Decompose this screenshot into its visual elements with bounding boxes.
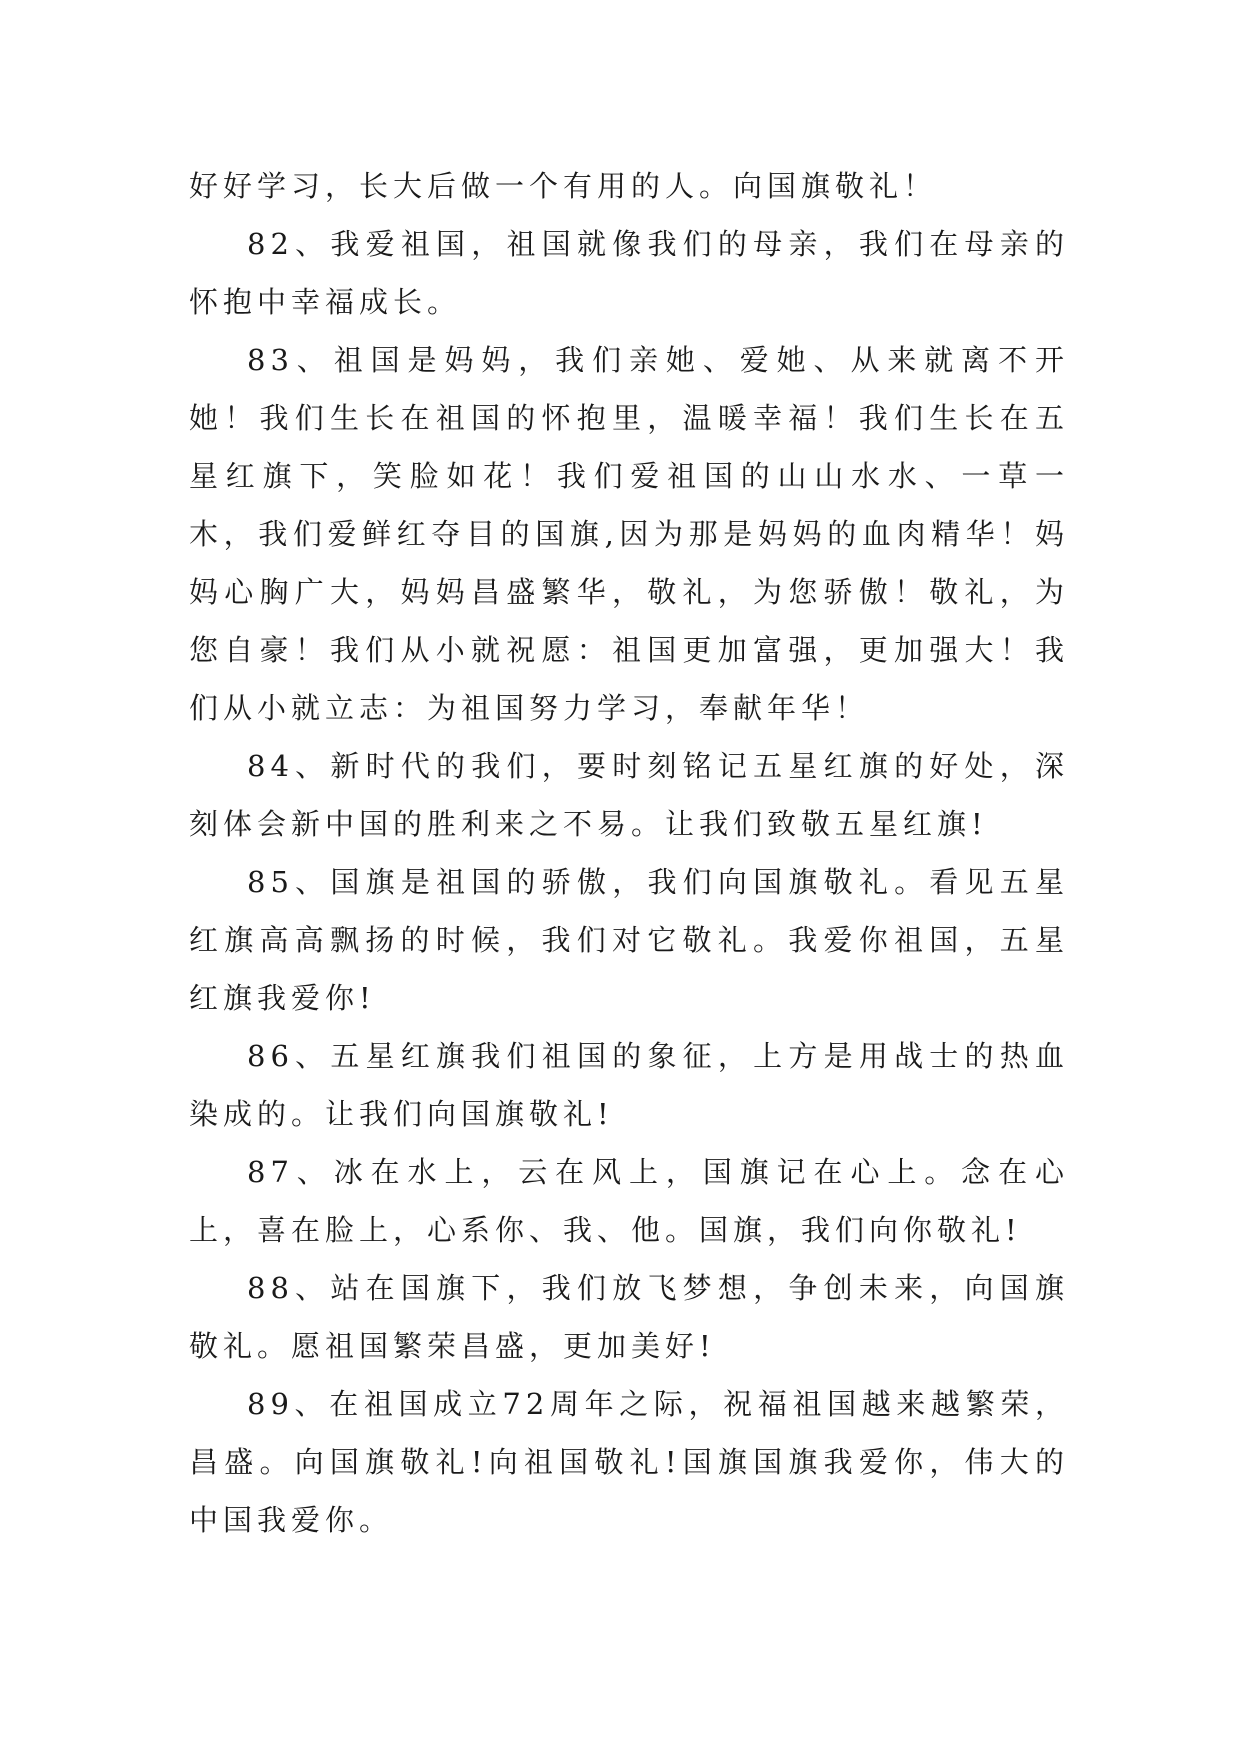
paragraph-continuation: 好好学习，长大后做一个有用的人。向国旗敬礼！ xyxy=(189,169,938,203)
paragraph-85: 85、国旗是祖国的骄傲，我们向国旗敬礼。看见五星红旗高高飘扬的时候，我们对它敬礼。我爱你祖国，五星红旗我爱你! xyxy=(189,865,1069,1015)
paragraph-83: 83、祖国是妈妈，我们亲她、爱她、从来就离不开她！我们生长在祖国的怀抱里，温暖幸福！我们生长在五星红旗下，笑脸如花！我们爱祖国的山山水水、一草一木，我们爱鲜红夺目的国旗,因为那是妈妈的血肉精华！妈妈心胸广大，妈妈昌盛繁华，敬礼，为您骄傲！敬礼，为您自豪！我们从小就祝愿：祖国更加富强，更加强大！我们从小就立志：为祖国努力学习，奉献年华！ xyxy=(189,343,1069,725)
document-body xyxy=(189,157,1069,1549)
paragraph-89: 89、在祖国成立72周年之际，祝福祖国越来越繁荣，昌盛。向国旗敬礼!向祖国敬礼!国旗国旗我爱你，伟大的中国我爱你。 xyxy=(189,1387,1069,1537)
paragraph-88: 88、站在国旗下，我们放飞梦想，争创未来，向国旗敬礼。愿祖国繁荣昌盛，更加美好! xyxy=(189,1271,1069,1363)
paragraph-82: 82、我爱祖国，祖国就像我们的母亲，我们在母亲的怀抱中幸福成长。 xyxy=(189,227,1069,319)
paragraph-84: 84、新时代的我们，要时刻铭记五星红旗的好处，深刻体会新中国的胜利来之不易。让我们致敬五星红旗! xyxy=(189,749,1069,841)
paragraph-86: 86、五星红旗我们祖国的象征，上方是用战士的热血染成的。让我们向国旗敬礼! xyxy=(189,1039,1069,1131)
paragraph-87: 87、冰在水上，云在风上，国旗记在心上。念在心上，喜在脸上，心系你、我、他。国旗，我们向你敬礼! xyxy=(189,1155,1069,1247)
